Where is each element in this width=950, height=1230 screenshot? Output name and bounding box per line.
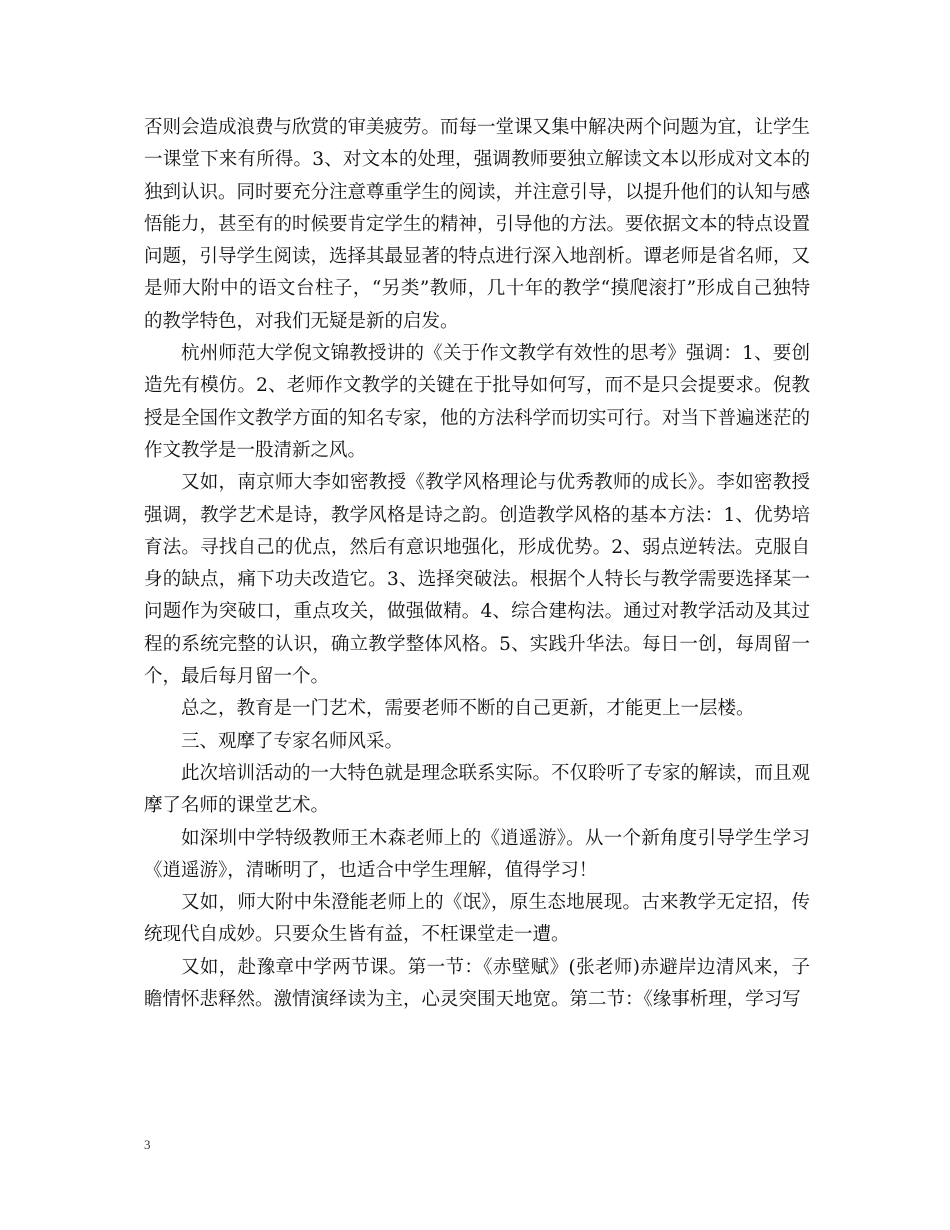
page-number: 3	[144, 1137, 151, 1152]
section-heading-three: 三、观摩了专家名师风采。	[181, 730, 404, 752]
paragraph-mang: 又如，师大附中朱澄能老师上的《氓》，原生态地展现。古来教学无定招，传统现代自成妙。只要众生皆有益，不枉课堂走一遭。	[144, 892, 810, 946]
document-body	[144, 112, 810, 1016]
paragraph-summary: 总之，教育是一门艺术，需要老师不断的自己更新，才能更上一层楼。	[181, 698, 755, 720]
paragraph-continuation: 否则会造成浪费与欣赏的审美疲劳。而每一堂课又集中解决两个问题为宜，让学生一课堂下来有所得。3、对文本的处理，强调教师要独立解读文本以形成对文本的独到认识。同时要充分注意尊重学生的阅读，并注意引导，以提升他们的认知与感悟能力，甚至有的时候要肯定学生的精神，引导他的方法。要依据文本的特点设置问题，引导学生阅读，选择其最显著的特点进行深入地剖析。谭老师是省名师，又是师大附中的语文台柱子，“另类”教师，几十年的教学“摸爬滚打”形成自己独特的教学特色，对我们无疑是新的启发。	[144, 117, 811, 332]
paragraph-ni-wenjin: 杭州师范大学倪文锦教授讲的《关于作文教学有效性的思考》强调：1、要创造先有模仿。2、老师作文教学的关键在于批导如何写，而不是只会提要求。倪教授是全国作文教学方面的知名专家，他的方法科学而切实可行。对当下普遍迷茫的作文教学是一股清新之风。	[144, 343, 811, 461]
paragraph-li-rumi: 又如，南京师大李如密教授《教学风格理论与优秀教师的成长》。李如密教授强调，教学艺术是诗，教学风格是诗之韵。创造教学风格的基本方法：1、优势培育法。寻找自己的优点，然后有意识地强化，形成优势。2、弱点逆转法。克服自身的缺点，痛下功夫改造它。3、选择突破法。根据个人特长与教学需要选择某一问题作为突破口，重点攻关，做强做精。4、综合建构法。通过对教学活动及其过程的系统完整的认识，确立教学整体风格。5、实践升华法。每日一创，每周留一个，最后每月留一个。	[144, 472, 810, 688]
paragraph-xiaoyaoyou: 如深圳中学特级教师王木森老师上的《逍遥游》。从一个新角度引导学生学习《逍遥游》，清晰明了，也适合中学生理解，值得学习！	[144, 827, 810, 881]
paragraph-training-feature: 此次培训活动的一大特色就是理念联系实际。不仅聆听了专家的解读，而且观摩了名师的课堂艺术。	[144, 762, 811, 817]
paragraph-yuzhang: 又如，赴豫章中学两节课。第一节：《赤壁赋》(张老师)赤避岸边清风来，子瞻情怀悲释然。激情演绎读为主，心灵突围天地宽。第二节：《缘事析理，学习写	[144, 956, 810, 1011]
